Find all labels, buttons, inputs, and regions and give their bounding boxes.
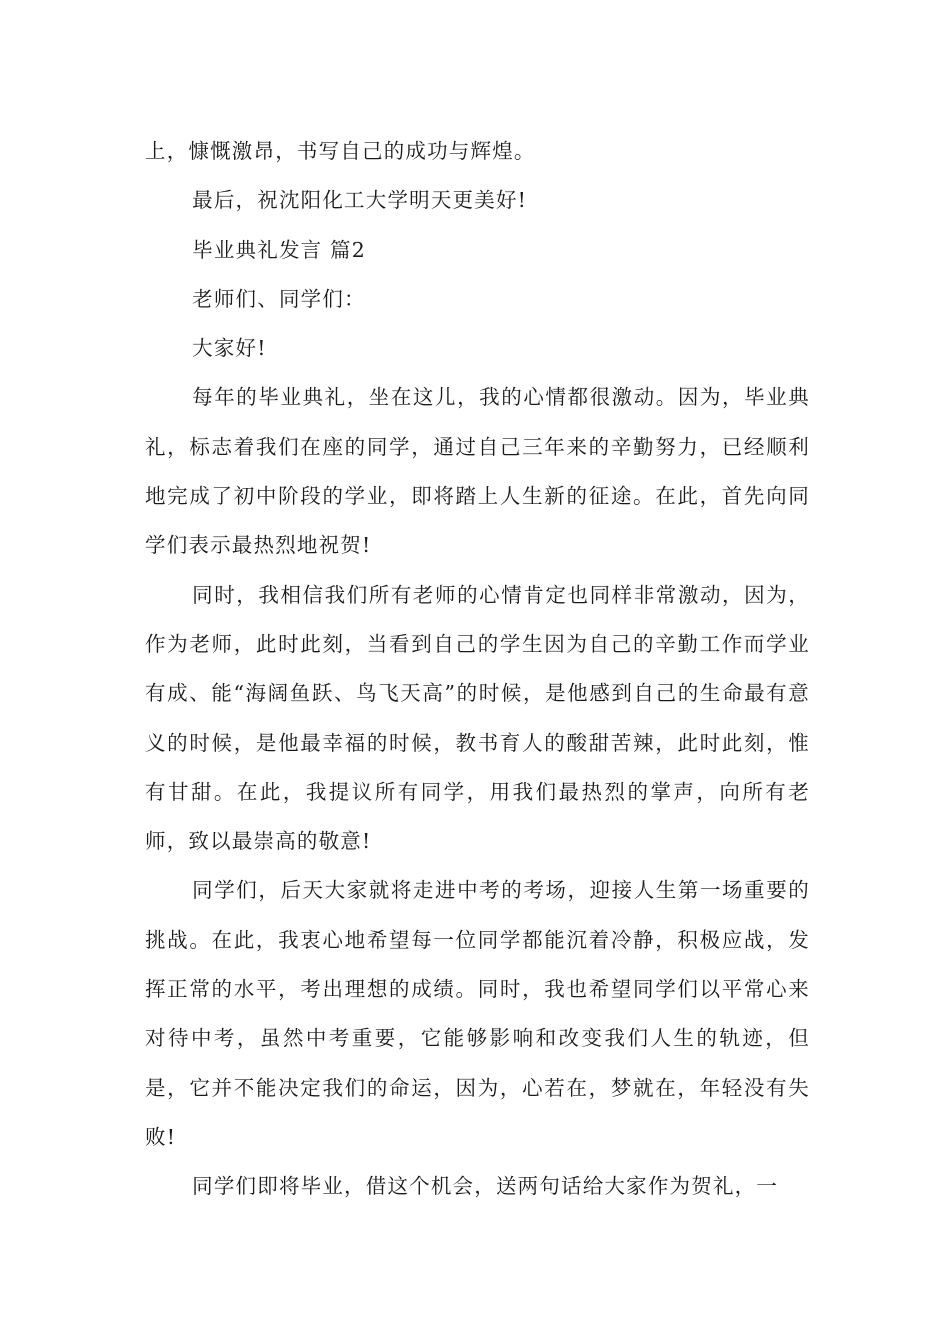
section-heading: 毕业典礼发言 篇2 [192, 237, 366, 262]
paragraph-closing-wish: 最后，祝沈阳化工大学明天更美好! [192, 188, 528, 213]
paragraph-body: 同学们，后天大家就将走进中考的考场，迎接人生第一场重要的挑战。在此，我衷心地希望每一位同学都能沉着冷静，积极应战，发挥正常的水平，考出理想的成绩。同时，我也希望同学们以平常心来对待中考，虽然中考重要，它能够影响和改变我们人生的轨迹，但是，它并不能决定我们的命运，因为，心若在，梦就在，年轻没有失败! [145, 878, 810, 1149]
paragraph-salutation: 老师们、同学们： [192, 286, 366, 311]
paragraph-greeting: 大家好! [192, 336, 267, 361]
paragraph-body: 同学们即将毕业，借这个机会，送两句话给大家作为贺礼，一 [192, 1174, 779, 1199]
paragraph-body: 每年的毕业典礼，坐在这儿，我的心情都很激动。因为，毕业典礼，标志着我们在座的同学，通过自己三年来的辛勤努力，已经顺利地完成了初中阶段的学业，即将踏上人生新的征途。在此，首先向同学们表示最热烈地祝贺! [145, 385, 810, 558]
document-body [145, 127, 810, 1212]
paragraph-continuation: 上，慷慨激昂，书写自己的成功与辉煌。 [145, 139, 536, 163]
paragraph-body: 同时，我相信我们所有老师的心情肯定也同样非常激动，因为，作为老师，此时此刻，当看到自己的学生因为自己的辛勤工作而学业有成、能“海阔鱼跃、鸟飞天高”的时候，是他感到自己的生命最有意义的时候，是他最幸福的时候，教书育人的酸甜苦辣，此时此刻，惟有甘甜。在此，我提议所有同学，用我们最热烈的掌声，向所有老师，致以最崇高的敬意! [145, 582, 810, 854]
